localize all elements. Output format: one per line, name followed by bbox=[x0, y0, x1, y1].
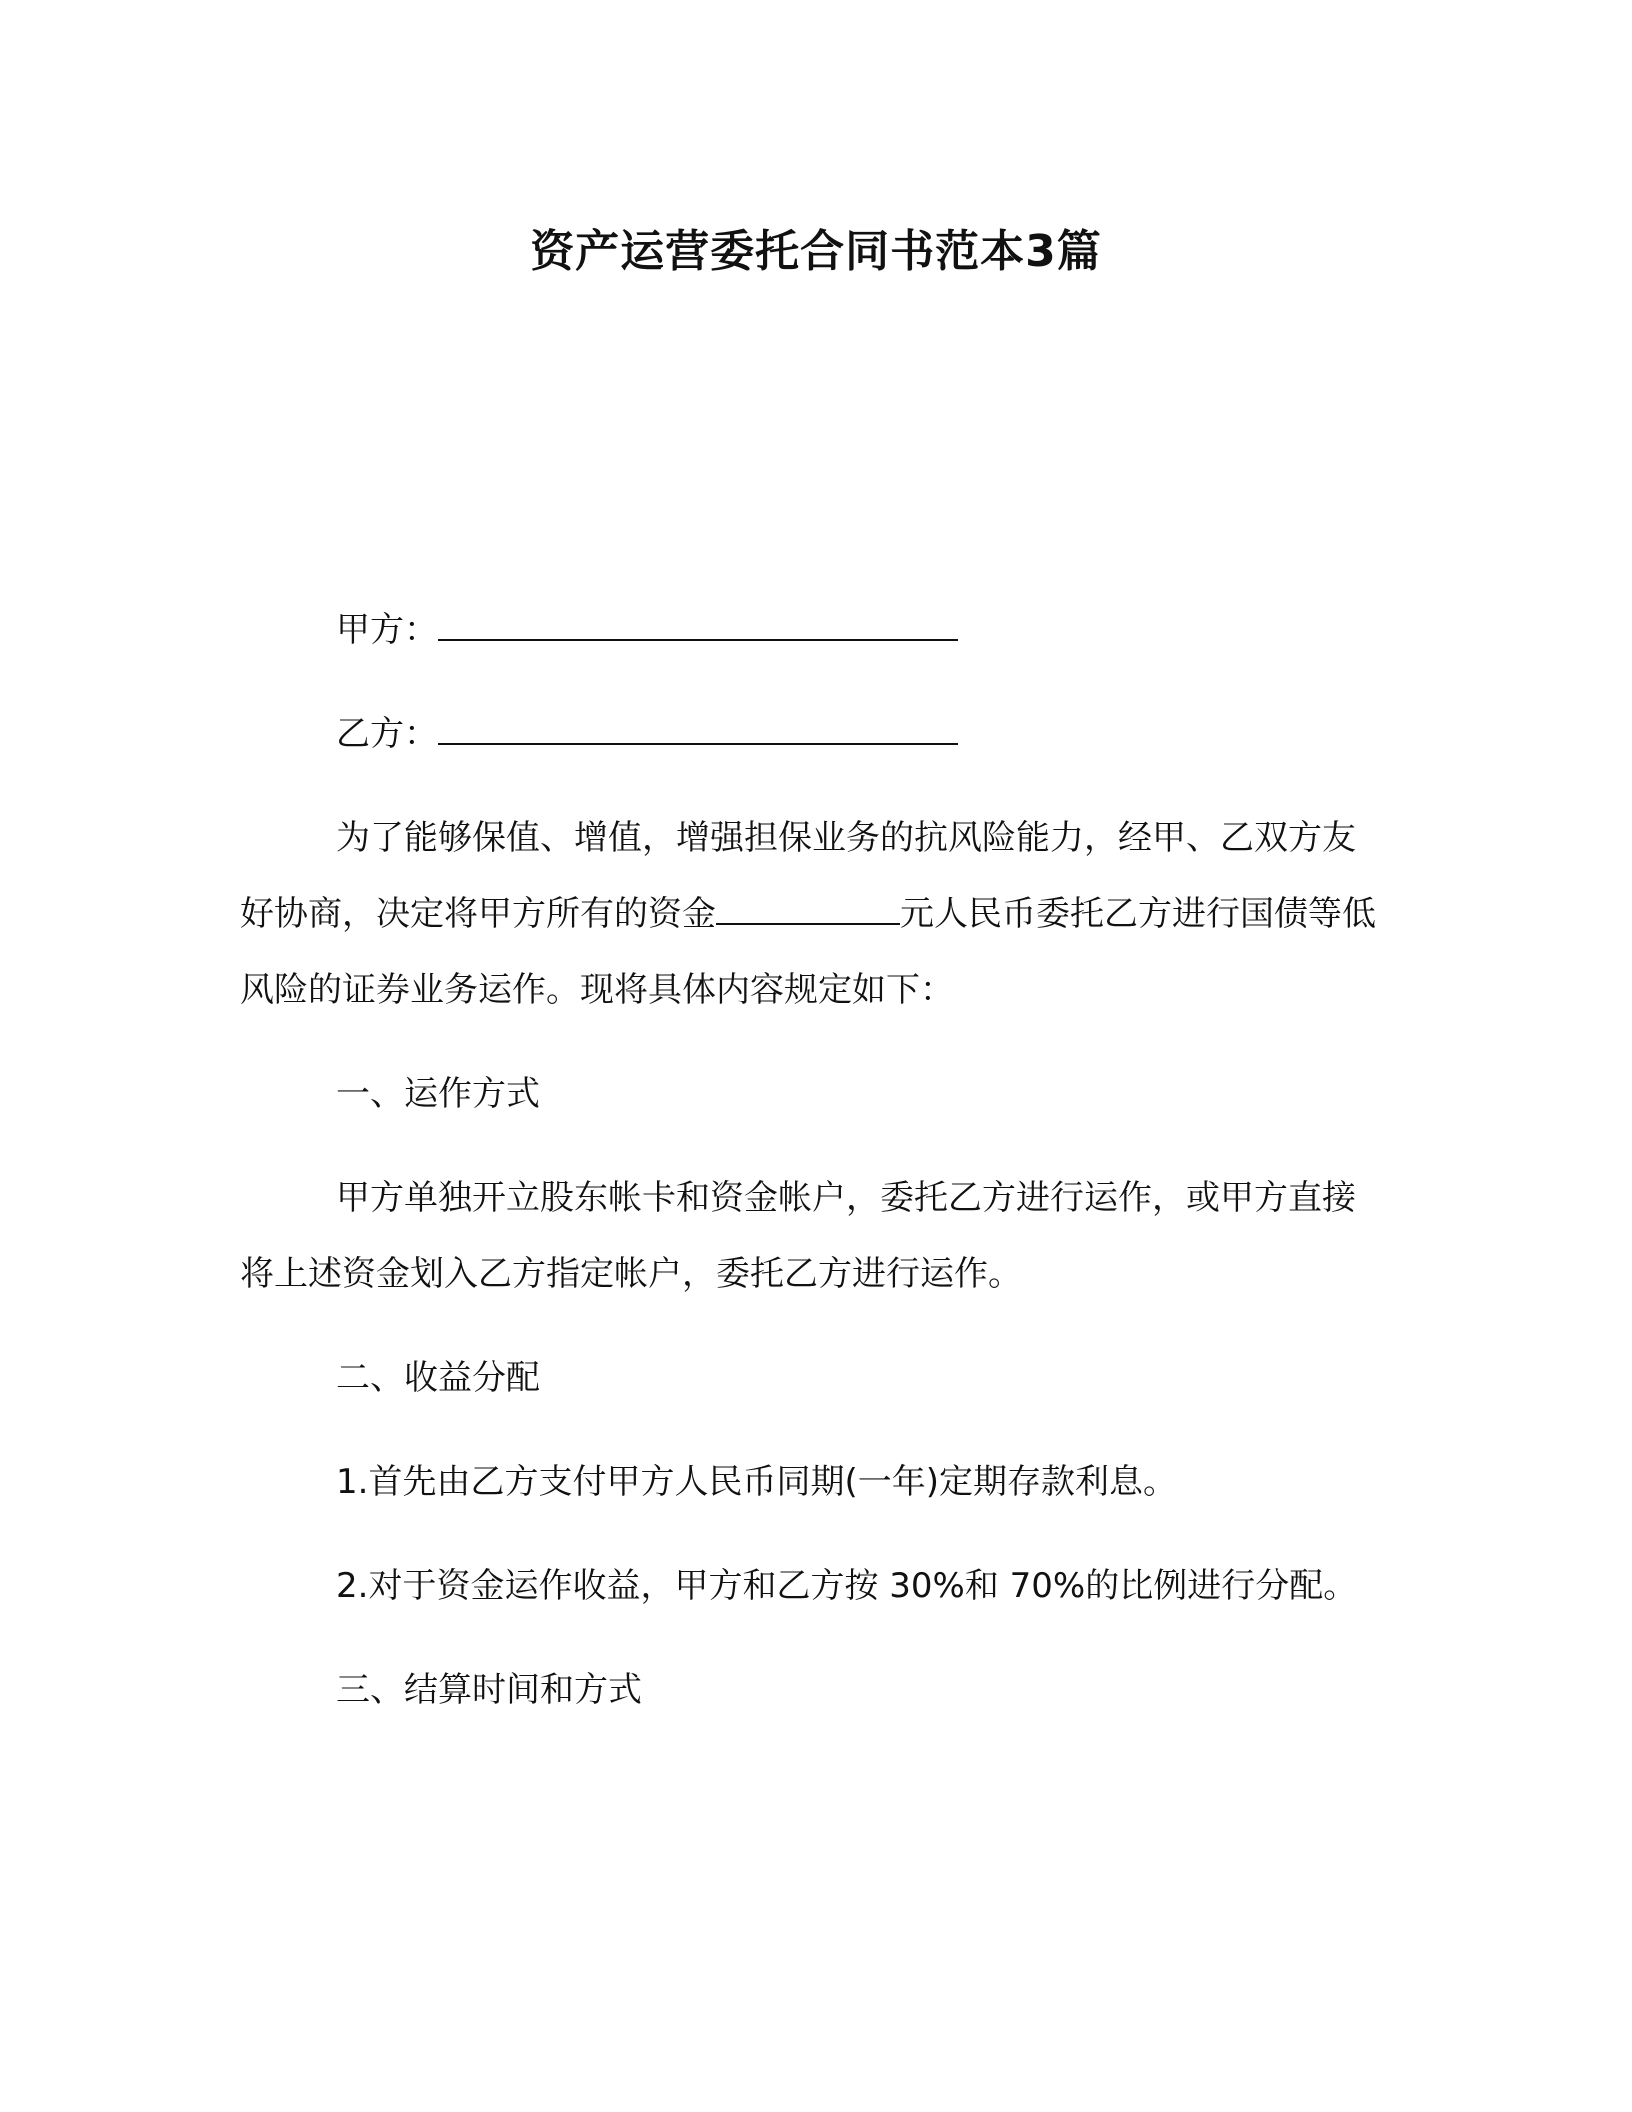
party-a-line bbox=[240, 592, 1380, 668]
section3-heading: 三、结算时间和方式 bbox=[336, 1670, 642, 1710]
intro-paragraph bbox=[240, 800, 1380, 1028]
party-a-blank bbox=[438, 599, 958, 641]
party-b-label: 乙方： bbox=[336, 714, 438, 754]
party-b-line bbox=[240, 696, 1380, 772]
section2-item2: 2.对于资金运作收益，甲方和乙方按 30%和 70%的比例进行分配。 bbox=[336, 1566, 1358, 1606]
section2-item1: 1.首先由乙方支付甲方人民币同期(一年)定期存款利息。 bbox=[336, 1462, 1177, 1502]
party-a-label: 甲方： bbox=[336, 610, 438, 650]
section2-heading: 二、收益分配 bbox=[336, 1358, 540, 1398]
intro-text-part2: 元人民币委托乙方进行国债等低风险的证券业务运作。现将具体内容规定如下： bbox=[240, 894, 1376, 1010]
document-title: 资产运营委托合同书范本3篇 bbox=[530, 226, 1102, 277]
section1-heading: 一、运作方式 bbox=[336, 1074, 540, 1114]
intro-text-part1: 为了能够保值、增值，增强担保业务的抗风险能力，经甲、乙双方友好协商，决定将甲方所有的资金 bbox=[240, 818, 1356, 934]
party-b-blank bbox=[438, 703, 958, 745]
section1-text: 甲方单独开立股东帐卡和资金帐户，委托乙方进行运作，或甲方直接将上述资金划入乙方指定帐户，委托乙方进行运作。 bbox=[240, 1178, 1356, 1294]
amount-blank bbox=[716, 883, 900, 925]
document-body bbox=[240, 592, 1380, 1756]
